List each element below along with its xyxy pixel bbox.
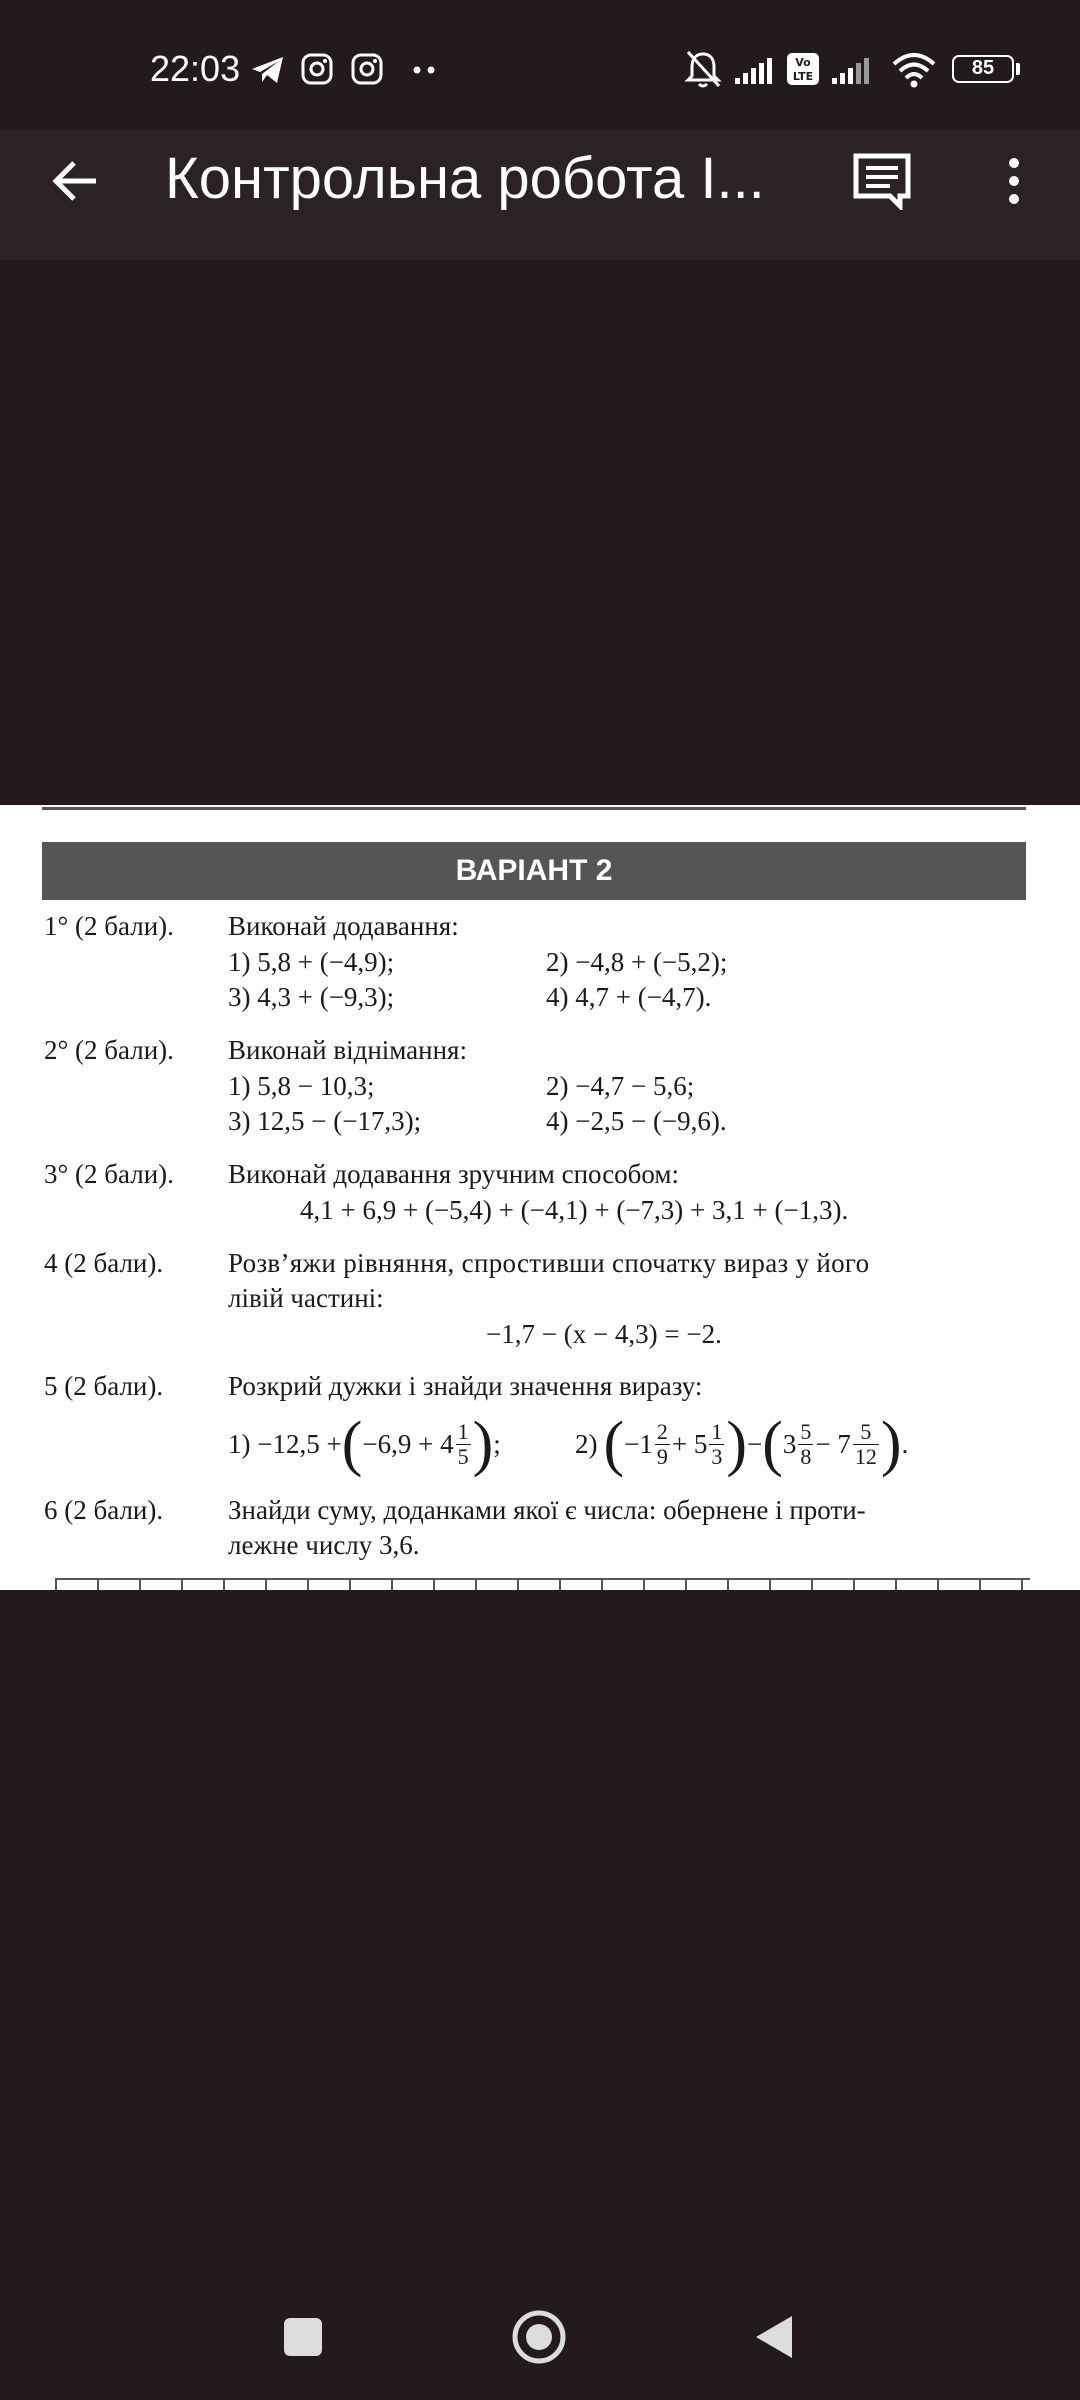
expr-prefix: 2) <box>575 1428 598 1459</box>
task-5-expression-2 <box>575 1405 908 1483</box>
denominator: 8 <box>800 1443 812 1469</box>
status-time: 22:03 <box>150 48 241 89</box>
expr-suffix: . <box>901 1428 909 1459</box>
fraction <box>853 1420 879 1469</box>
expr-term: 3 <box>782 1428 797 1459</box>
task-2-item: 3) 12,5 − (−17,3); <box>228 1106 422 1136</box>
battery-level: 85 <box>971 57 995 79</box>
expr-inner: −6,9 + 4 <box>362 1428 454 1459</box>
expr-operator: − <box>747 1428 763 1459</box>
volte-icon <box>786 52 820 86</box>
variant-banner: ВАРІАНТ 2 <box>42 842 1026 900</box>
task-4-equation: −1,7 − (x − 4,3) = −2. <box>486 1319 722 1349</box>
document-title: Контрольна робота І... <box>165 146 765 211</box>
denominator: 9 <box>656 1443 668 1469</box>
task-1-item: 4) 4,7 + (−4,7). <box>546 982 712 1012</box>
fraction <box>709 1420 724 1469</box>
expr-term: + 5 <box>671 1428 708 1459</box>
navigation-bar <box>0 2250 1080 2400</box>
more-dots-icon <box>412 65 438 75</box>
task-2-item: 2) −4,7 − 5,6; <box>546 1071 695 1101</box>
page-divider <box>42 807 1026 810</box>
back-button[interactable] <box>754 2314 794 2360</box>
fraction <box>655 1420 670 1469</box>
expr-term: −1 <box>624 1428 653 1459</box>
svg-text:LTE: LTE <box>792 70 814 83</box>
task-1-text: Виконай додавання: <box>228 911 459 941</box>
mute-icon <box>683 48 723 90</box>
wifi-icon <box>890 50 938 88</box>
task-1-item: 2) −4,8 + (−5,2); <box>546 947 728 977</box>
numerator: 1 <box>457 1418 469 1444</box>
paren-close: ) <box>726 1410 748 1478</box>
denominator: 12 <box>854 1443 877 1469</box>
signal-icon <box>733 56 777 86</box>
numerator: 5 <box>800 1418 812 1444</box>
task-2-item: 1) 5,8 − 10,3; <box>228 1071 375 1101</box>
task-2-item: 4) −2,5 − (−9,6). <box>546 1106 727 1136</box>
expr-term: − 7 <box>815 1428 851 1459</box>
task-3-label: 3° (2 бали). <box>44 1159 174 1189</box>
task-3-text: Виконай додавання зручним способом: <box>228 1159 679 1189</box>
task-6-label: 6 (2 бали). <box>44 1495 164 1525</box>
document-page[interactable] <box>0 805 1080 1590</box>
task-1-item: 1) 5,8 + (−4,9); <box>228 947 395 977</box>
battery-icon <box>952 55 1014 83</box>
paren-open: ( <box>603 1410 625 1478</box>
instagram-icon <box>350 52 384 86</box>
battery-tip <box>1016 63 1020 75</box>
denominator: 3 <box>711 1443 723 1469</box>
comment-icon[interactable] <box>852 152 912 210</box>
telegram-icon <box>250 55 286 85</box>
numerator: 2 <box>656 1418 668 1444</box>
status-bar <box>0 0 1080 130</box>
svg-text:Vo: Vo <box>795 56 811 69</box>
expr-prefix: 1) −12,5 + <box>228 1428 342 1459</box>
task-6-text: лежне числу 3,6. <box>228 1530 420 1560</box>
home-button[interactable] <box>510 2308 568 2366</box>
expr-suffix: ; <box>493 1428 501 1459</box>
task-2-text: Виконай віднімання: <box>228 1035 467 1065</box>
task-6-text: Знайди суму, доданками якої є числа: обернене і проти- <box>228 1495 866 1525</box>
back-arrow-icon[interactable] <box>50 155 102 207</box>
more-vert-icon[interactable] <box>1000 155 1028 207</box>
task-4-text: Розв’яжи рівняння, спростивши спочатку вираз у його <box>228 1248 870 1278</box>
numerator: 5 <box>853 1420 879 1445</box>
task-3-expression: 4,1 + 6,9 + (−5,4) + (−4,1) + (−7,3) + 3,1 + (−1,3). <box>300 1195 849 1225</box>
answer-grid <box>55 1578 1030 1590</box>
instagram-icon <box>300 52 334 86</box>
paren-open: ( <box>762 1410 783 1478</box>
task-4-label: 4 (2 бали). <box>44 1248 164 1278</box>
recents-button[interactable] <box>284 2318 322 2356</box>
task-1-item: 3) 4,3 + (−9,3); <box>228 982 395 1012</box>
task-2-label: 2° (2 бали). <box>44 1035 174 1065</box>
denominator: 5 <box>457 1443 469 1469</box>
paren-close: ) <box>880 1410 902 1478</box>
task-5-expression-1 <box>228 1405 501 1483</box>
task-1-label: 1° (2 бали). <box>44 911 174 941</box>
task-5-text: Розкрий дужки і знайди значення виразу: <box>228 1371 703 1401</box>
task-5-label: 5 (2 бали). <box>44 1371 164 1401</box>
fraction <box>798 1420 813 1469</box>
fraction <box>456 1420 471 1469</box>
task-4-text: лівій частині: <box>228 1283 384 1313</box>
paren-close: ) <box>472 1410 494 1478</box>
numerator: 1 <box>711 1418 723 1444</box>
signal-icon <box>830 56 874 86</box>
paren-open: ( <box>341 1410 363 1478</box>
